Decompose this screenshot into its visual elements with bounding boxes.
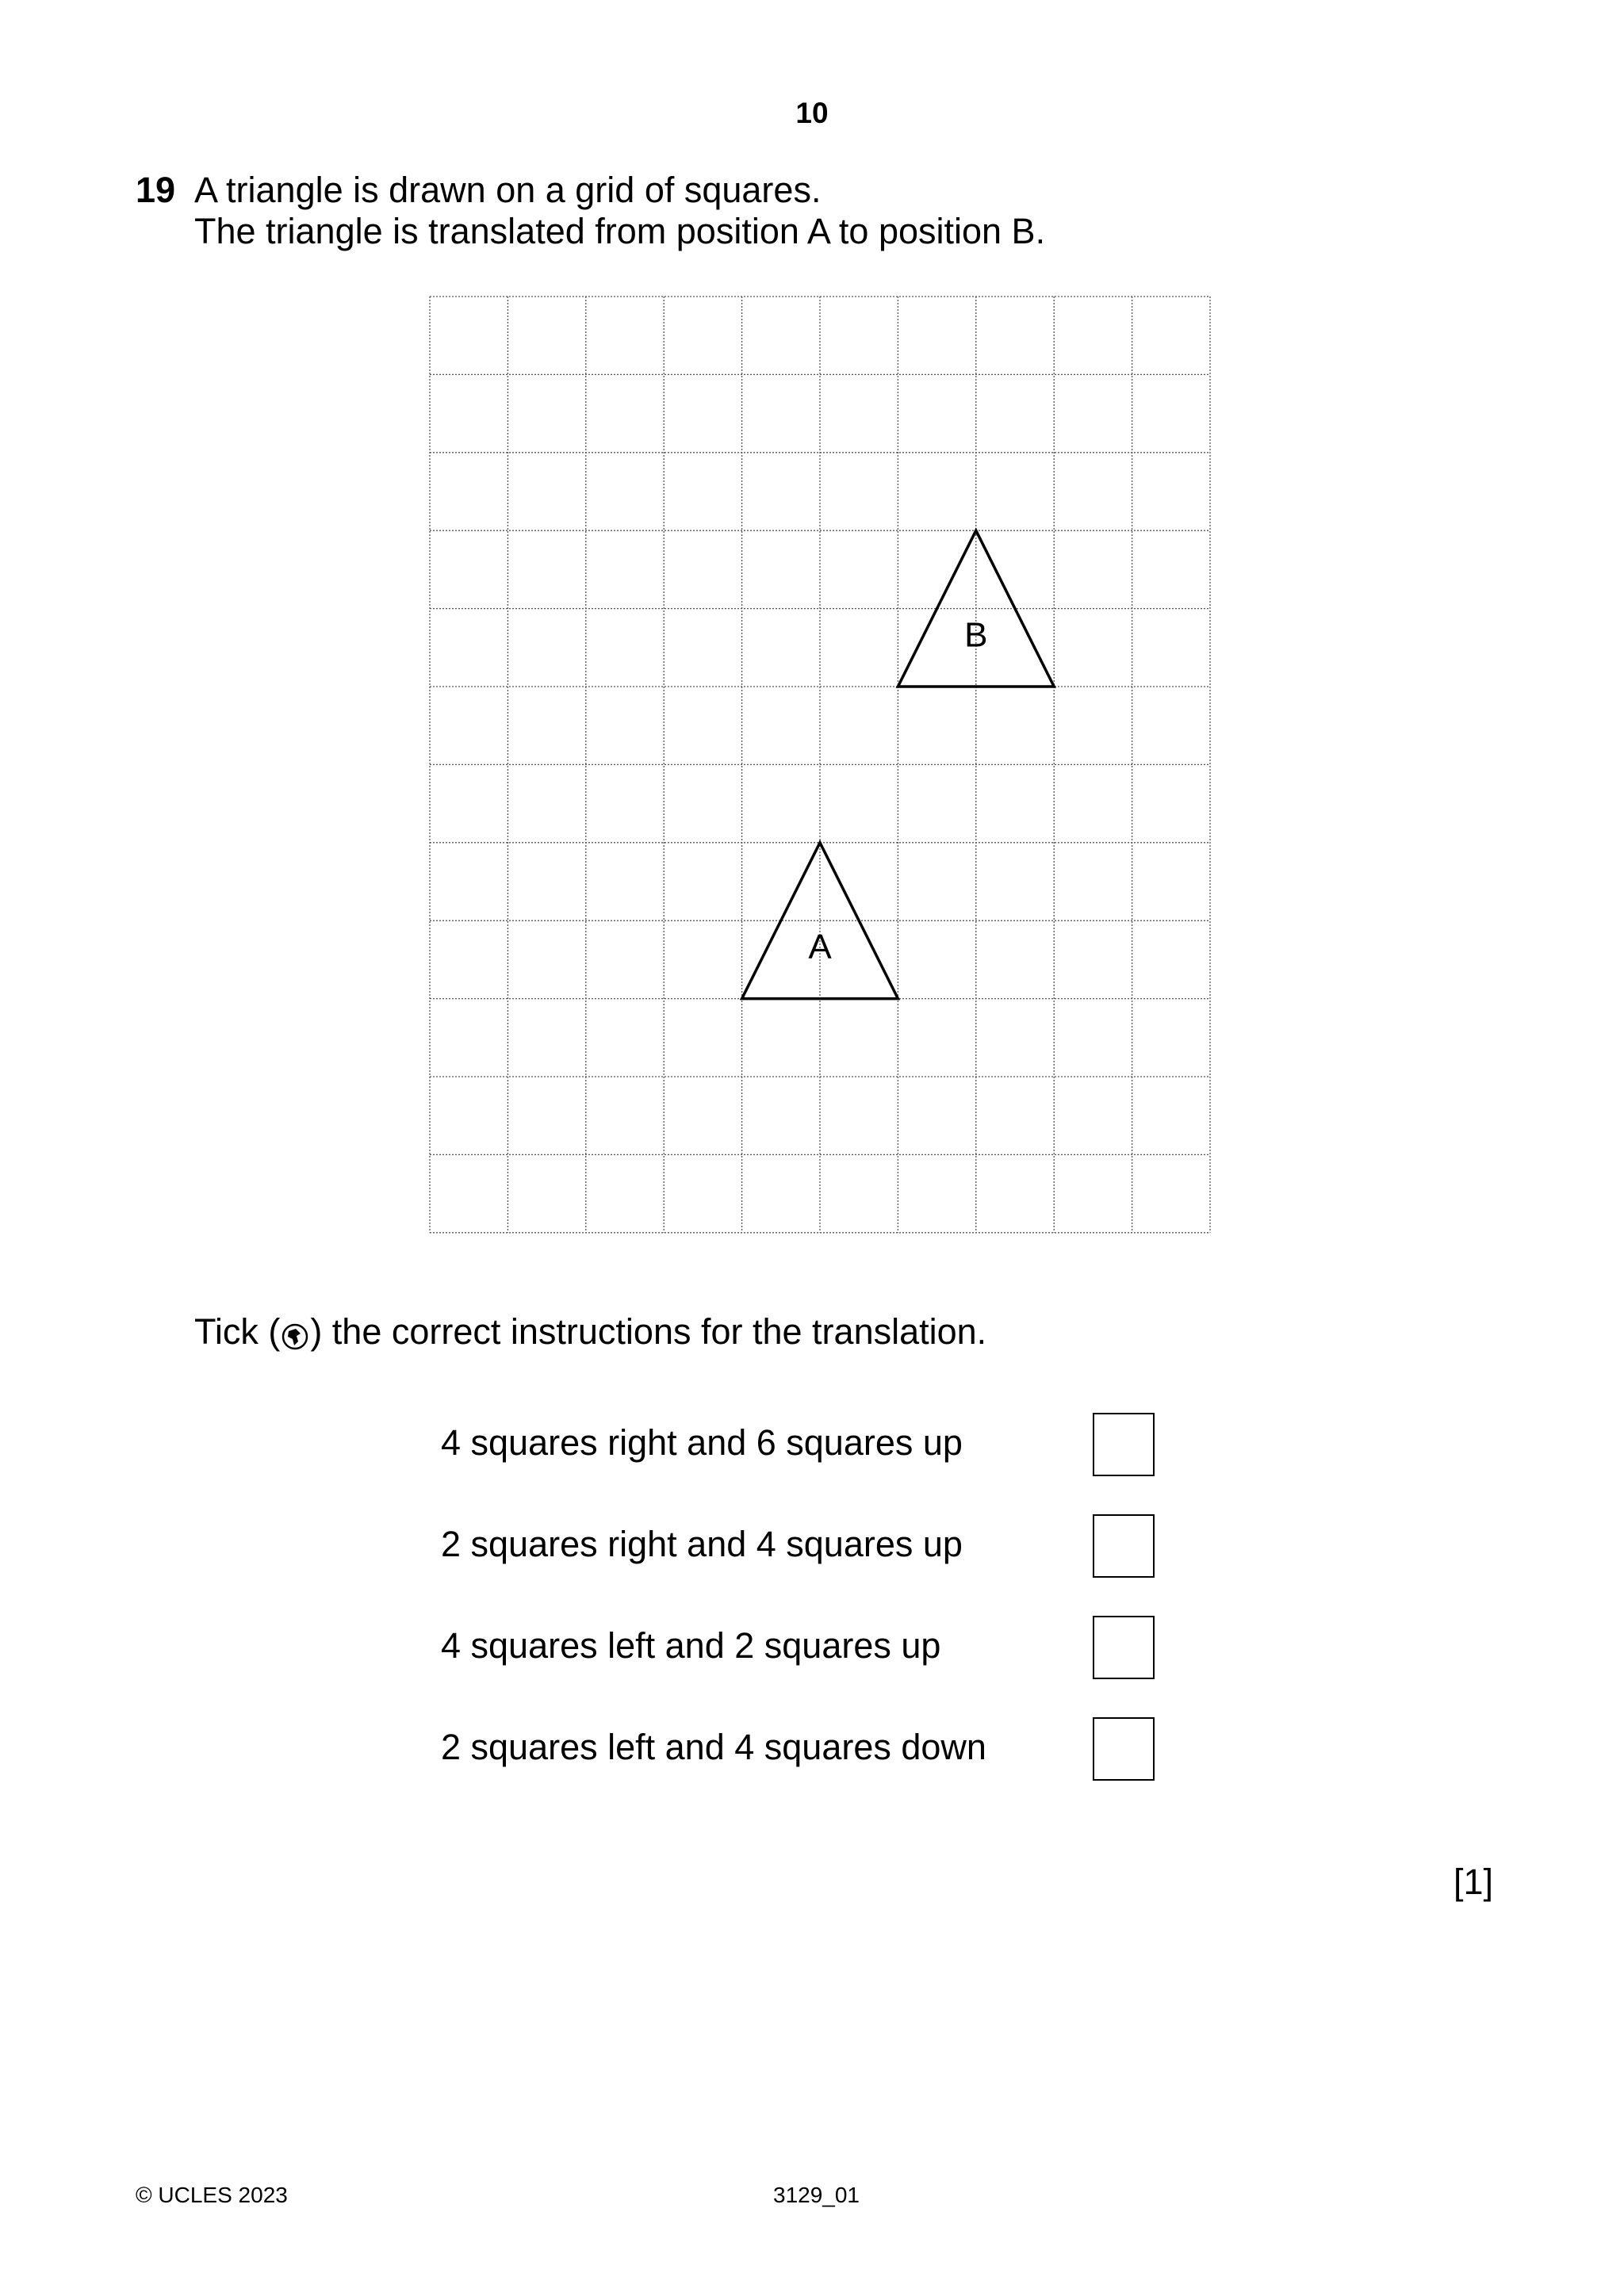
question-text-line-2: The triangle is translated from position A to position B. — [194, 211, 1046, 251]
option-3-label: 4 squares left and 2 squares up — [441, 1625, 941, 1666]
option-4-label: 2 squares left and 4 squares down — [441, 1727, 986, 1767]
square-grid — [420, 292, 1205, 1227]
question-text-line-1: A triangle is drawn on a grid of squares. — [194, 170, 822, 210]
tick-symbol-icon — [282, 1316, 308, 1360]
page-number: 10 — [795, 97, 829, 129]
option-1-tick-box[interactable] — [1093, 1413, 1155, 1476]
footer-copyright: © UCLES 2023 — [136, 2183, 288, 2207]
footer-paper-code: 3129_01 — [773, 2183, 860, 2207]
option-2-label: 2 squares right and 4 squares up — [441, 1524, 963, 1564]
option-1-label: 4 squares right and 6 squares up — [441, 1422, 963, 1463]
tick-instruction — [194, 1310, 986, 1360]
tick-instruction-prefix: Tick ( — [194, 1311, 281, 1352]
option-4-tick-box[interactable] — [1093, 1717, 1155, 1781]
option-2-tick-box[interactable] — [1093, 1514, 1155, 1578]
option-3-tick-box[interactable] — [1093, 1616, 1155, 1679]
tick-instruction-suffix: ) the correct instructions for the translation. — [310, 1311, 987, 1352]
triangle-b-label: B — [964, 615, 988, 655]
triangle-a-label: A — [808, 928, 832, 966]
question-number: 19 — [136, 170, 176, 210]
marks-allocation: [1] — [1453, 1862, 1493, 1902]
